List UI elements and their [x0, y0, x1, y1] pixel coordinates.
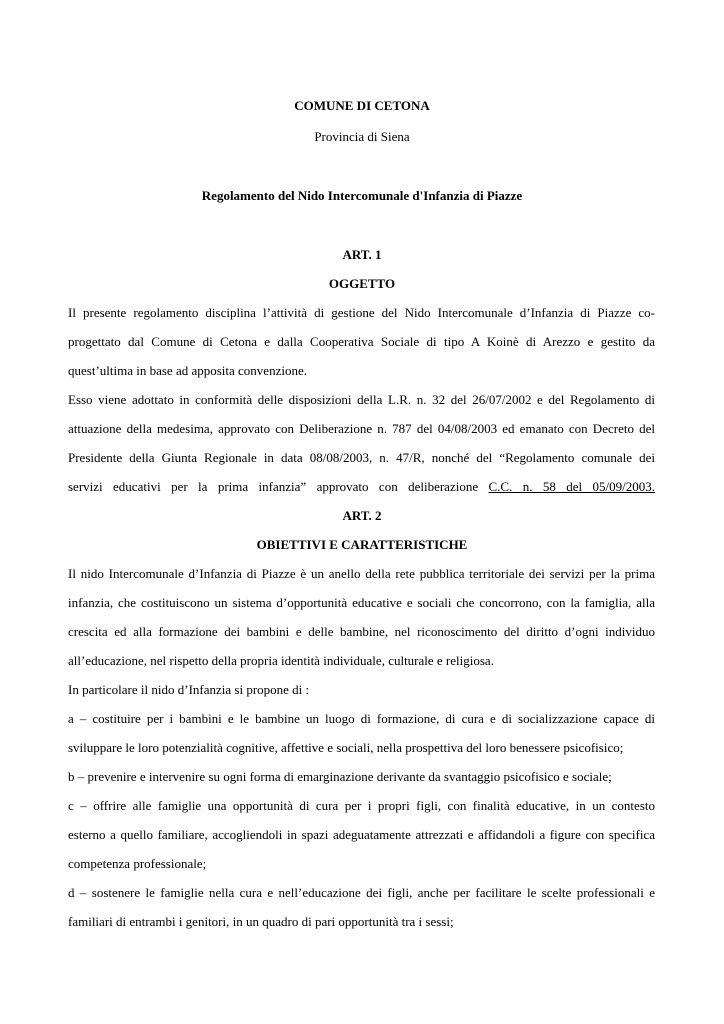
- art2-item-a-line-2: sviluppare le loro potenzialità cognitive, affettive e sociali, nella prospettiva del loro benessere psicofisico;: [68, 740, 624, 755]
- art1-p2-line-4: [68, 479, 655, 495]
- art2-item-b: b – prevenire e intervenire su ogni forma di emarginazione derivante da svantaggio psicofisico e sociale;: [68, 769, 612, 784]
- art1-p1-line-2: progettato dal Comune di Cetona e dalla Cooperativa Sociale di tipo A Koinè di Arezzo e gestito da: [68, 334, 655, 349]
- province-name: Provincia di Siena: [314, 129, 410, 144]
- art1-p2-line-1: Esso viene adottato in conformità delle disposizioni della L.R. n. 32 del 26/07/2002 e del Regolamento di: [68, 392, 655, 407]
- art1-p2-line-3: Presidente della Giunta Regionale in data 08/08/2003, n. 47/R, nonché del “Regolamento comunale dei: [68, 450, 655, 465]
- municipality-name: COMUNE DI CETONA: [294, 98, 430, 113]
- art1-p1-line-3: quest’ultima in base ad apposita convenzione.: [68, 363, 307, 378]
- art2-number: ART. 2: [342, 508, 382, 523]
- art2-intro: In particolare il nido d’Infanzia si propone di :: [68, 682, 310, 697]
- art2-item-a-line-1: a – costituire per i bambini e le bambine un luogo di formazione, di cura e di socializzazione capace di: [68, 711, 655, 726]
- art2-heading: OBIETTIVI E CARATTERISTICHE: [256, 537, 468, 552]
- art2-item-c-line-1: c – offrire alle famiglie una opportunità di cura per i propri figli, con finalità educative, in un contesto: [68, 798, 655, 813]
- art2-item-d-line-2: familiari di entrambi i genitori, in un quadro di pari opportunità tra i sessi;: [68, 914, 454, 929]
- art1-heading: OGGETTO: [328, 276, 396, 291]
- art1-p1-line-1: Il presente regolamento disciplina l’attività di gestione del Nido Intercomunale d’Infanzia di Piazze co-: [68, 305, 655, 320]
- document-title: Regolamento del Nido Intercomunale d'Infanzia di Piazze: [201, 188, 523, 203]
- art1-p2-line-2: attuazione della medesima, approvato con Deliberazione n. 787 del 04/08/2003 ed emanato con Decreto del: [68, 421, 655, 436]
- art2-p1-line-1: Il nido Intercomunale d’Infanzia di Piazze è un anello della rete pubblica territoriale dei servizi per la prima: [68, 566, 655, 581]
- art2-item-c-line-2: esterno a quello familiare, accogliendoli in spazi adeguatamente attrezzati e affidandoli a figure con specifica: [68, 827, 655, 842]
- art1-p2-line-4-text: servizi educativi per la prima infanzia” approvato con deliberazione: [68, 479, 489, 494]
- art2-item-c-line-3: competenza professionale;: [68, 856, 207, 871]
- art2-p1-line-2: infanzia, che costituiscono un sistema d’opportunità educative e sociali che concorrono, con la famiglia, alla: [68, 595, 655, 610]
- art2-p1-line-3: crescita ed alla formazione dei bambini e delle bambine, nel riconoscimento del diritto d’ogni individuo: [68, 624, 655, 639]
- art1-number: ART. 1: [342, 247, 382, 262]
- art2-item-d-line-1: d – sostenere le famiglie nella cura e nell’educazione dei figli, anche per facilitare le scelte professionali e: [68, 885, 655, 900]
- art2-p1-line-4: all’educazione, nel rispetto della propria identità individuale, culturale e religiosa.: [68, 653, 494, 668]
- deliberation-reference: C.C. n. 58 del 05/09/2003.: [488, 479, 656, 494]
